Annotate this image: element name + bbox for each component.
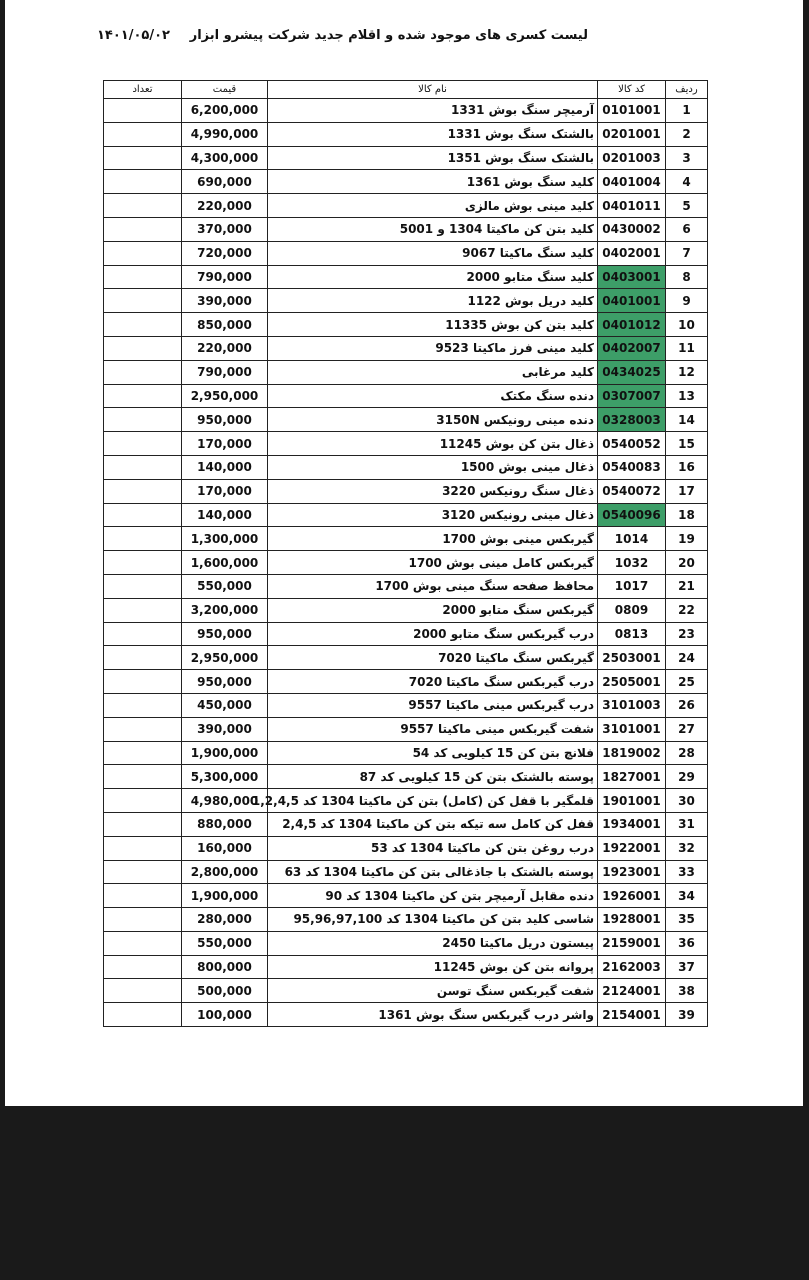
- row-index: 28: [666, 741, 708, 765]
- item-code: 0402001: [598, 241, 666, 265]
- item-code: 1032: [598, 551, 666, 575]
- item-quantity: [104, 289, 182, 313]
- item-name: پوسته بالشتک با جاذغالی بتن کن ماکیتا 1304 کد 63: [268, 860, 598, 884]
- item-name: پوسته بالشتک بتن کن 15 کیلویی کد 87: [268, 765, 598, 789]
- item-code: 0540052: [598, 432, 666, 456]
- item-price: 880,000: [182, 812, 268, 836]
- item-price: 450,000: [182, 693, 268, 717]
- item-price: 1,900,000: [182, 741, 268, 765]
- item-quantity: [104, 217, 182, 241]
- row-index: 30: [666, 789, 708, 813]
- item-code: 2159001: [598, 931, 666, 955]
- row-index: 17: [666, 479, 708, 503]
- item-code: 1901001: [598, 789, 666, 813]
- row-index: 12: [666, 360, 708, 384]
- item-name: ذغال مینی رونیکس 3120: [268, 503, 598, 527]
- item-price: 170,000: [182, 479, 268, 503]
- item-price: 2,800,000: [182, 860, 268, 884]
- item-quantity: [104, 646, 182, 670]
- item-price: 100,000: [182, 1003, 268, 1027]
- header-price: قیمت: [182, 81, 268, 99]
- table-row: [104, 336, 708, 360]
- item-price: 800,000: [182, 955, 268, 979]
- row-index: 23: [666, 622, 708, 646]
- item-price: 3,200,000: [182, 598, 268, 622]
- item-code: 0430002: [598, 217, 666, 241]
- table-row: [104, 360, 708, 384]
- item-code: 1928001: [598, 908, 666, 932]
- header-qty: تعداد: [104, 81, 182, 99]
- table-row: [104, 741, 708, 765]
- table-row: [104, 194, 708, 218]
- row-index: 9: [666, 289, 708, 313]
- table-row: [104, 812, 708, 836]
- table-row: [104, 670, 708, 694]
- item-quantity: [104, 265, 182, 289]
- row-index: 16: [666, 455, 708, 479]
- item-price: 950,000: [182, 408, 268, 432]
- table-row: [104, 693, 708, 717]
- item-price: 500,000: [182, 979, 268, 1003]
- item-name: فلانچ بتن کن 15 کیلویی کد 54: [268, 741, 598, 765]
- item-price: 2,950,000: [182, 646, 268, 670]
- item-quantity: [104, 622, 182, 646]
- item-price: 690,000: [182, 170, 268, 194]
- item-quantity: [104, 146, 182, 170]
- item-price: 950,000: [182, 670, 268, 694]
- item-price: 390,000: [182, 717, 268, 741]
- item-code: 2503001: [598, 646, 666, 670]
- row-index: 39: [666, 1003, 708, 1027]
- item-code: 3101003: [598, 693, 666, 717]
- item-price: 220,000: [182, 336, 268, 360]
- item-code: 2124001: [598, 979, 666, 1003]
- item-name: گیربکس سنگ ماکیتا 7020: [268, 646, 598, 670]
- item-price: 280,000: [182, 908, 268, 932]
- table-row: [104, 432, 708, 456]
- row-index: 22: [666, 598, 708, 622]
- item-quantity: [104, 313, 182, 337]
- row-index: 35: [666, 908, 708, 932]
- row-index: 33: [666, 860, 708, 884]
- item-name: ذغال بتن کن بوش 11245: [268, 432, 598, 456]
- row-index: 2: [666, 122, 708, 146]
- item-quantity: [104, 503, 182, 527]
- item-code: 0307007: [598, 384, 666, 408]
- row-index: 24: [666, 646, 708, 670]
- item-name: پیستون دریل ماکیتا 2450: [268, 931, 598, 955]
- item-code: 0813: [598, 622, 666, 646]
- item-quantity: [104, 1003, 182, 1027]
- item-quantity: [104, 241, 182, 265]
- item-quantity: [104, 598, 182, 622]
- row-index: 13: [666, 384, 708, 408]
- item-quantity: [104, 741, 182, 765]
- item-quantity: [104, 455, 182, 479]
- item-quantity: [104, 955, 182, 979]
- item-price: 1,900,000: [182, 884, 268, 908]
- item-code: 0328003: [598, 408, 666, 432]
- item-price: 220,000: [182, 194, 268, 218]
- item-code: 0401012: [598, 313, 666, 337]
- row-index: 3: [666, 146, 708, 170]
- row-index: 14: [666, 408, 708, 432]
- row-index: 4: [666, 170, 708, 194]
- item-quantity: [104, 479, 182, 503]
- item-name: ذغال سنگ رونیکس 3220: [268, 479, 598, 503]
- item-price: 4,300,000: [182, 146, 268, 170]
- table-header-row: [104, 81, 708, 99]
- item-price: 4,980,000: [182, 789, 268, 813]
- item-code: 2154001: [598, 1003, 666, 1027]
- row-index: 1: [666, 99, 708, 123]
- row-index: 18: [666, 503, 708, 527]
- item-price: 160,000: [182, 836, 268, 860]
- item-price: 1,300,000: [182, 527, 268, 551]
- item-code: 0402007: [598, 336, 666, 360]
- item-code: 1922001: [598, 836, 666, 860]
- table-row: [104, 503, 708, 527]
- item-quantity: [104, 717, 182, 741]
- item-code: 1934001: [598, 812, 666, 836]
- item-code: 1827001: [598, 765, 666, 789]
- table-row: [104, 955, 708, 979]
- item-quantity: [104, 860, 182, 884]
- item-code: 0401001: [598, 289, 666, 313]
- header-name: نام کالا: [268, 81, 598, 99]
- table-row: [104, 99, 708, 123]
- table-row: [104, 789, 708, 813]
- item-quantity: [104, 908, 182, 932]
- item-code: 2162003: [598, 955, 666, 979]
- item-price: 4,990,000: [182, 122, 268, 146]
- item-price: 5,300,000: [182, 765, 268, 789]
- item-price: 790,000: [182, 265, 268, 289]
- table-row: [104, 170, 708, 194]
- table-row: [104, 384, 708, 408]
- item-price: 140,000: [182, 503, 268, 527]
- table-row: [104, 479, 708, 503]
- document-date: ۱۴۰۱/۰۵/۰۲: [97, 28, 170, 43]
- table-body: [104, 99, 708, 1027]
- item-name: کلید دریل بوش 1122: [268, 289, 598, 313]
- item-quantity: [104, 765, 182, 789]
- row-index: 19: [666, 527, 708, 551]
- item-price: 790,000: [182, 360, 268, 384]
- item-code: 1017: [598, 574, 666, 598]
- item-quantity: [104, 693, 182, 717]
- item-quantity: [104, 360, 182, 384]
- table-row: [104, 717, 708, 741]
- row-index: 6: [666, 217, 708, 241]
- table-row: [104, 836, 708, 860]
- row-index: 27: [666, 717, 708, 741]
- table-row: [104, 931, 708, 955]
- item-name: درب گیربکس مینی ماکیتا 9557: [268, 693, 598, 717]
- item-quantity: [104, 670, 182, 694]
- table-row: [104, 265, 708, 289]
- header-code: کد کالا: [598, 81, 666, 99]
- item-quantity: [104, 122, 182, 146]
- table-row: [104, 574, 708, 598]
- item-code: 0809: [598, 598, 666, 622]
- item-name: درب گیربکس سنگ ماکیتا 7020: [268, 670, 598, 694]
- row-index: 36: [666, 931, 708, 955]
- item-quantity: [104, 574, 182, 598]
- item-price: 950,000: [182, 622, 268, 646]
- item-code: 1923001: [598, 860, 666, 884]
- item-name: شفت گیربکس مینی ماکیتا 9557: [268, 717, 598, 741]
- item-quantity: [104, 812, 182, 836]
- item-code: 0401004: [598, 170, 666, 194]
- item-name: گیربکس کامل مینی بوش 1700: [268, 551, 598, 575]
- item-code: 0401011: [598, 194, 666, 218]
- item-price: 390,000: [182, 289, 268, 313]
- table-row: [104, 860, 708, 884]
- item-name: دنده مقابل آرمیچر بتن کن ماکیتا 1304 کد 90: [268, 884, 598, 908]
- table-row: [104, 765, 708, 789]
- item-name: قلمگیر با قفل کن (کامل) بتن کن ماکیتا 1304 کد 1,2,4,5: [268, 789, 598, 813]
- item-quantity: [104, 789, 182, 813]
- table-row: [104, 622, 708, 646]
- item-code: 1014: [598, 527, 666, 551]
- table-row: [104, 289, 708, 313]
- item-code: 1926001: [598, 884, 666, 908]
- table-row: [104, 455, 708, 479]
- item-name: شاسی کلید بتن کن ماکیتا 1304 کد 95,96,97,100: [268, 908, 598, 932]
- table-row: [104, 979, 708, 1003]
- item-name: کلید بتن کن ماکیتا 1304 و 5001: [268, 217, 598, 241]
- item-code: 0101001: [598, 99, 666, 123]
- header-idx: ردیف: [666, 81, 708, 99]
- document-page: [5, 0, 803, 1106]
- item-quantity: [104, 979, 182, 1003]
- item-price: 370,000: [182, 217, 268, 241]
- item-name: کلید مرغابی: [268, 360, 598, 384]
- table-row: [104, 908, 708, 932]
- item-quantity: [104, 527, 182, 551]
- item-price: 850,000: [182, 313, 268, 337]
- item-name: واشر درب گیربکس سنگ بوش 1361: [268, 1003, 598, 1027]
- row-index: 21: [666, 574, 708, 598]
- row-index: 31: [666, 812, 708, 836]
- item-name: بالشتک سنگ بوش 1331: [268, 122, 598, 146]
- item-quantity: [104, 99, 182, 123]
- item-price: 2,950,000: [182, 384, 268, 408]
- item-price: 550,000: [182, 931, 268, 955]
- item-name: قفل کن کامل سه تیکه بتن کن ماکیتا 1304 کد 2,4,5: [268, 812, 598, 836]
- item-name: درب روغن بتن کن ماکیتا 1304 کد 53: [268, 836, 598, 860]
- row-index: 25: [666, 670, 708, 694]
- item-price: 720,000: [182, 241, 268, 265]
- table-row: [104, 527, 708, 551]
- row-index: 5: [666, 194, 708, 218]
- table-row: [104, 217, 708, 241]
- table-row: [104, 146, 708, 170]
- item-quantity: [104, 884, 182, 908]
- item-name: ذغال مینی بوش 1500: [268, 455, 598, 479]
- item-code: 0403001: [598, 265, 666, 289]
- row-index: 11: [666, 336, 708, 360]
- item-quantity: [104, 384, 182, 408]
- document-title: لیست کسری های موجود شده و اقلام جدید شرکت پیشرو ابزار: [189, 28, 588, 43]
- row-index: 32: [666, 836, 708, 860]
- row-index: 37: [666, 955, 708, 979]
- item-quantity: [104, 336, 182, 360]
- item-code: 0540096: [598, 503, 666, 527]
- row-index: 29: [666, 765, 708, 789]
- item-quantity: [104, 836, 182, 860]
- table-row: [104, 122, 708, 146]
- row-index: 38: [666, 979, 708, 1003]
- table-row: [104, 884, 708, 908]
- item-name: کلید سنگ متابو 2000: [268, 265, 598, 289]
- item-quantity: [104, 408, 182, 432]
- row-index: 34: [666, 884, 708, 908]
- item-code: 0201001: [598, 122, 666, 146]
- item-name: کلید بتن کن بوش 11335: [268, 313, 598, 337]
- item-name: محافظ صفحه سنگ مینی بوش 1700: [268, 574, 598, 598]
- item-name: بالشتک سنگ بوش 1351: [268, 146, 598, 170]
- item-price: 140,000: [182, 455, 268, 479]
- table-row: [104, 313, 708, 337]
- item-quantity: [104, 931, 182, 955]
- table-row: [104, 408, 708, 432]
- item-name: شفت گیربکس سنگ توسن: [268, 979, 598, 1003]
- item-quantity: [104, 551, 182, 575]
- item-name: درب گیربکس سنگ متابو 2000: [268, 622, 598, 646]
- row-index: 10: [666, 313, 708, 337]
- item-price: 1,600,000: [182, 551, 268, 575]
- item-quantity: [104, 432, 182, 456]
- item-name: پروانه بتن کن بوش 11245: [268, 955, 598, 979]
- item-name: کلید مینی بوش مالزی: [268, 194, 598, 218]
- item-name: دنده سنگ مکتک: [268, 384, 598, 408]
- item-name: دنده مینی رونیکس 3150N: [268, 408, 598, 432]
- item-code: 0201003: [598, 146, 666, 170]
- table-row: [104, 241, 708, 265]
- item-name: کلید سنگ ماکیتا 9067: [268, 241, 598, 265]
- item-price: 170,000: [182, 432, 268, 456]
- table-row: [104, 1003, 708, 1027]
- item-quantity: [104, 194, 182, 218]
- row-index: 20: [666, 551, 708, 575]
- table-row: [104, 598, 708, 622]
- item-name: کلید سنگ بوش 1361: [268, 170, 598, 194]
- item-quantity: [104, 170, 182, 194]
- table-row: [104, 551, 708, 575]
- item-name: گیربکس سنگ متابو 2000: [268, 598, 598, 622]
- item-code: 1819002: [598, 741, 666, 765]
- item-code: 3101001: [598, 717, 666, 741]
- item-code: 0434025: [598, 360, 666, 384]
- row-index: 15: [666, 432, 708, 456]
- inventory-table: [103, 80, 708, 1027]
- item-code: 0540072: [598, 479, 666, 503]
- item-price: 6,200,000: [182, 99, 268, 123]
- item-code: 2505001: [598, 670, 666, 694]
- row-index: 7: [666, 241, 708, 265]
- row-index: 8: [666, 265, 708, 289]
- item-name: کلید مینی فرز ماکیتا 9523: [268, 336, 598, 360]
- table-row: [104, 646, 708, 670]
- item-price: 550,000: [182, 574, 268, 598]
- item-name: گیربکس مینی بوش 1700: [268, 527, 598, 551]
- row-index: 26: [666, 693, 708, 717]
- item-code: 0540083: [598, 455, 666, 479]
- item-name: آرمیچر سنگ بوش 1331: [268, 99, 598, 123]
